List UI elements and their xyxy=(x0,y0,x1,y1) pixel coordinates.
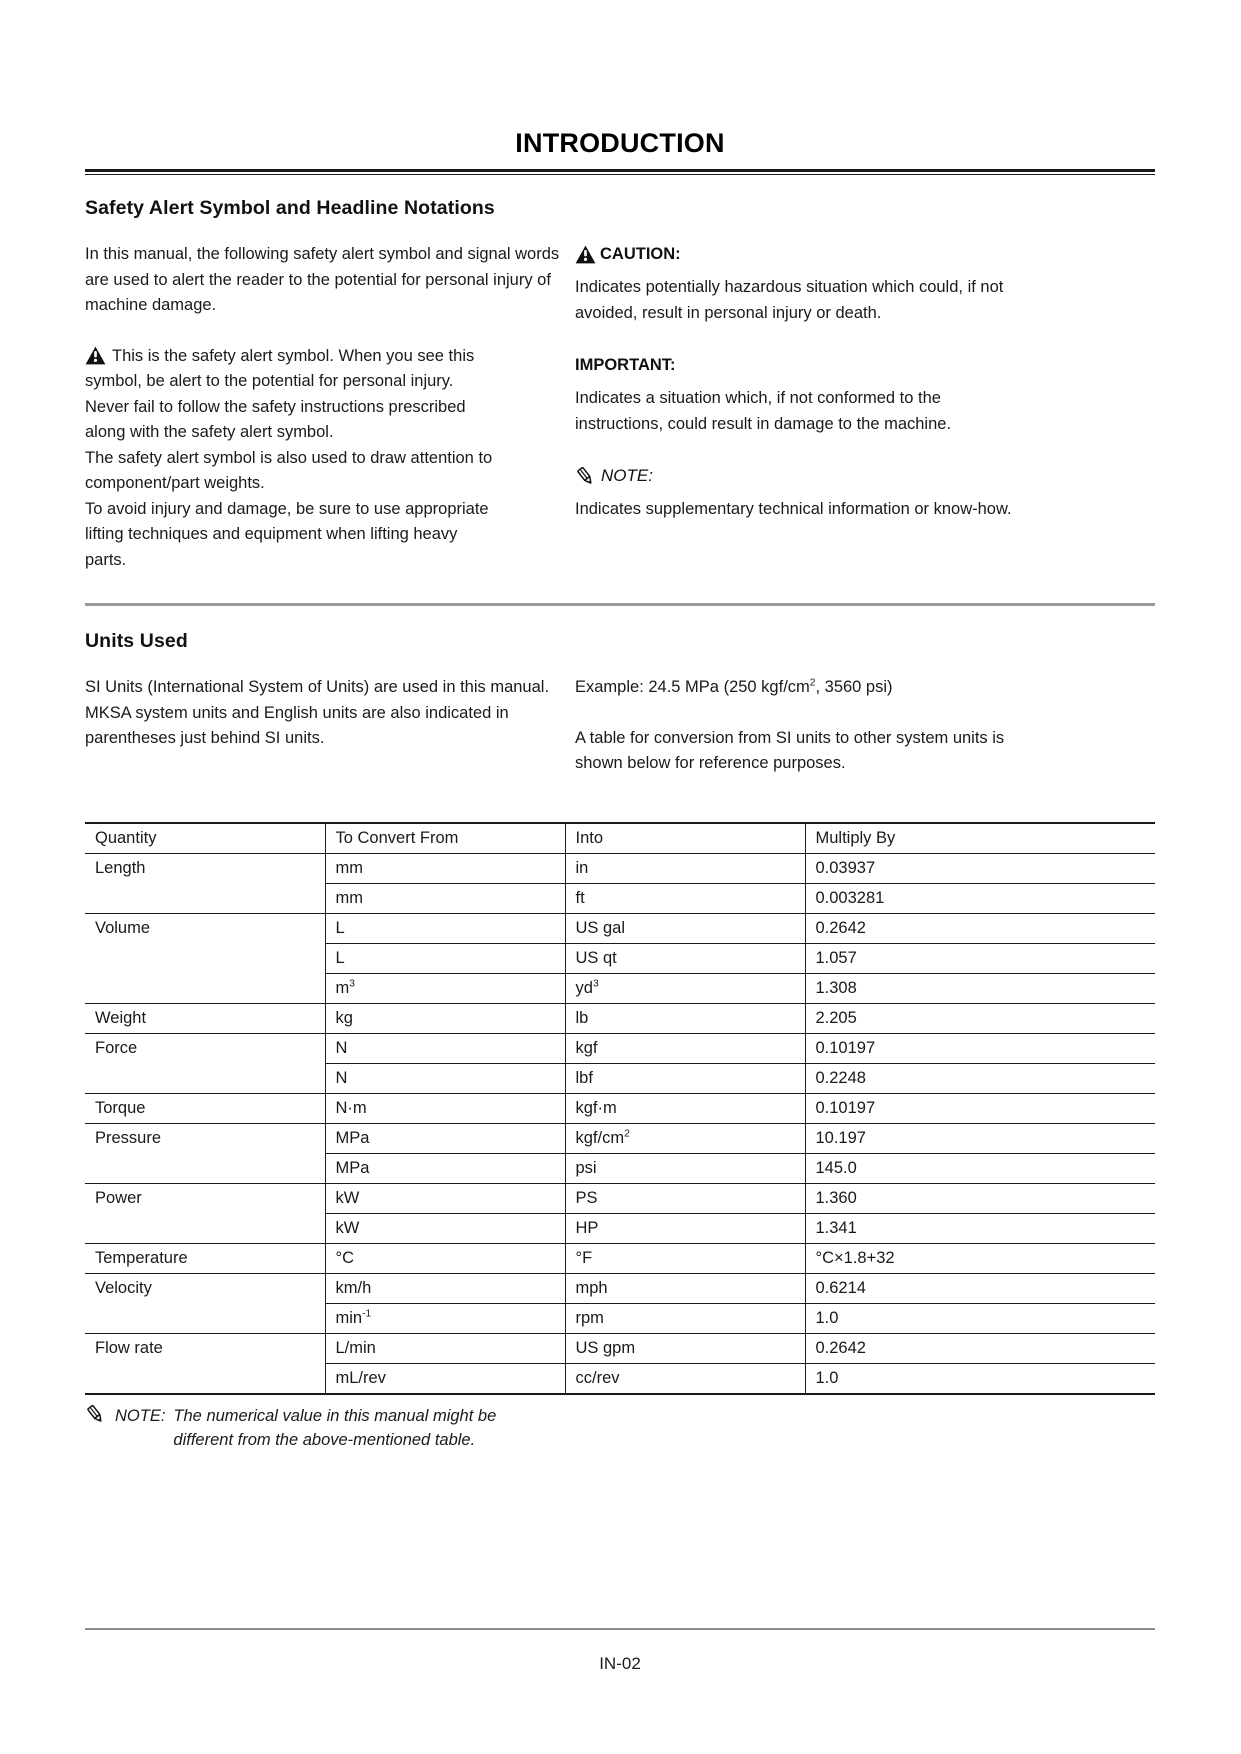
cell-convert-from: N xyxy=(325,1063,565,1093)
cell-multiply-by: 1.360 xyxy=(805,1183,1155,1213)
cell-convert-from-superscript: -1 xyxy=(362,1308,372,1319)
cell-convert-from: N xyxy=(325,1033,565,1063)
cell-multiply-by: 0.2248 xyxy=(805,1063,1155,1093)
cell-multiply-by: 0.2642 xyxy=(805,1333,1155,1363)
cell-quantity: Power xyxy=(85,1183,325,1213)
cell-convert-from: $m^3$ xyxy=(325,973,565,1003)
safety-symbol-line-4: along with the safety alert symbol. xyxy=(85,423,334,441)
cell-into: $yd^3$ xyxy=(565,973,805,1003)
units-section-heading: Units Used xyxy=(85,630,188,652)
table-bottom-rule xyxy=(85,1394,1155,1395)
conversion-table-body xyxy=(85,823,1155,1395)
cell-convert-from: mm xyxy=(325,883,565,913)
cell-into: cc/rev xyxy=(565,1363,805,1394)
table-row xyxy=(85,1153,1155,1183)
cell-quantity: Temperature xyxy=(85,1243,325,1273)
cell-convert-from: L xyxy=(325,943,565,973)
cell-convert-from: mm xyxy=(325,853,565,883)
units-right-paragraph: A table for conversion from SI units to other system units is shown below for reference purposes. xyxy=(575,728,1005,772)
units-right-column xyxy=(575,675,1155,777)
cell-quantity: Weight xyxy=(85,1003,325,1033)
cell-convert-from: km/h xyxy=(325,1273,565,1303)
page-content xyxy=(85,0,1155,1452)
cell-into: HP xyxy=(565,1213,805,1243)
cell-into: US qt xyxy=(565,943,805,973)
table-row xyxy=(85,1033,1155,1063)
table-row xyxy=(85,943,1155,973)
table-row xyxy=(85,1003,1155,1033)
table-row xyxy=(85,913,1155,943)
cell-convert-from: MPa xyxy=(325,1153,565,1183)
caution-heading xyxy=(575,242,1030,266)
column-header-quantity: Quantity xyxy=(85,823,325,854)
units-example-tail: , 3560 psi) xyxy=(815,678,893,696)
cell-convert-from: L/min xyxy=(325,1333,565,1363)
column-header-from: To Convert From xyxy=(325,823,565,854)
cell-multiply-by: 1.341 xyxy=(805,1213,1155,1243)
cell-multiply-by: 1.308 xyxy=(805,973,1155,1003)
cell-into-superscript: 3 xyxy=(592,978,599,989)
cell-quantity xyxy=(85,1303,325,1333)
pencil-icon xyxy=(575,466,597,487)
safety-right-column xyxy=(575,242,1155,573)
table-row xyxy=(85,1213,1155,1243)
cell-into: lb xyxy=(565,1003,805,1033)
safety-alert-triangle-icon xyxy=(575,245,596,264)
cell-quantity: Force xyxy=(85,1033,325,1063)
safety-two-column xyxy=(85,242,1155,573)
cell-multiply-by: 1.057 xyxy=(805,943,1155,973)
cell-into: psi xyxy=(565,1153,805,1183)
cell-multiply-by: 0.03937 xyxy=(805,853,1155,883)
cell-multiply-by: 1.0 xyxy=(805,1363,1155,1394)
cell-multiply-by: °C×1.8+32 xyxy=(805,1243,1155,1273)
cell-multiply-by: 0.2642 xyxy=(805,913,1155,943)
safety-symbol-line-2: symbol, be alert to the potential for personal injury. xyxy=(85,372,454,390)
table-row xyxy=(85,853,1155,883)
cell-convert-from-superscript: 3 xyxy=(349,978,355,989)
cell-quantity xyxy=(85,1363,325,1394)
cell-into: US gpm xyxy=(565,1333,805,1363)
cell-quantity: Flow rate xyxy=(85,1333,325,1363)
cell-convert-from: °C xyxy=(325,1243,565,1273)
units-left-paragraph: SI Units (International System of Units) are used in this manual. MKSA system units and English units are also indicated in parentheses just behind SI units. xyxy=(85,678,550,747)
table-row xyxy=(85,1063,1155,1093)
cell-convert-from: L xyxy=(325,913,565,943)
cell-convert-from: MPa xyxy=(325,1123,565,1153)
table-row xyxy=(85,1093,1155,1123)
cell-quantity: Velocity xyxy=(85,1273,325,1303)
cell-into: kgf·m xyxy=(565,1093,805,1123)
cell-quantity: Pressure xyxy=(85,1123,325,1153)
page-footer xyxy=(85,1628,1155,1674)
cell-convert-from: kW xyxy=(325,1183,565,1213)
safety-symbol-paragraph xyxy=(85,344,575,574)
table-row xyxy=(85,1123,1155,1153)
pencil-icon xyxy=(85,1404,107,1425)
table-header-row xyxy=(85,823,1155,854)
cell-quantity xyxy=(85,1213,325,1243)
cell-into: US gal xyxy=(565,913,805,943)
cell-convert-from: kg xyxy=(325,1003,565,1033)
units-example-label: Example: 24.5 MPa (250 kgf/cm xyxy=(575,678,810,696)
cell-quantity xyxy=(85,973,325,1003)
cell-multiply-by: 0.10197 xyxy=(805,1033,1155,1063)
safety-symbol-line-8: lifting techniques and equipment when lifting heavy xyxy=(85,525,458,543)
safety-symbol-line-6: component/part weights. xyxy=(85,474,265,492)
cell-multiply-by: 0.003281 xyxy=(805,883,1155,913)
cell-convert-from: N·m xyxy=(325,1093,565,1123)
cell-quantity xyxy=(85,943,325,973)
cell-into: PS xyxy=(565,1183,805,1213)
table-note-text: The numerical value in this manual might be different from the above-mentioned table. xyxy=(173,1406,497,1449)
table-row xyxy=(85,1273,1155,1303)
table-row xyxy=(85,1243,1155,1273)
cell-quantity xyxy=(85,1153,325,1183)
safety-alert-triangle-icon xyxy=(85,346,106,365)
cell-quantity: Volume xyxy=(85,913,325,943)
cell-into: ft xyxy=(565,883,805,913)
footer-rule xyxy=(85,1628,1155,1630)
important-heading xyxy=(575,353,1030,377)
cell-quantity: Torque xyxy=(85,1093,325,1123)
cell-convert-from: $\min^{-1}$ xyxy=(325,1303,565,1333)
cell-into: lbf xyxy=(565,1063,805,1093)
column-header-into: Into xyxy=(565,823,805,854)
cell-quantity xyxy=(85,883,325,913)
safety-section-heading: Safety Alert Symbol and Headline Notations xyxy=(85,197,495,219)
conversion-table xyxy=(85,822,1155,1395)
column-header-multiply: Multiply By xyxy=(805,823,1155,854)
cell-multiply-by: 145.0 xyxy=(805,1153,1155,1183)
table-bottom-rule-cell xyxy=(805,1394,1155,1395)
caution-text: Indicates potentially hazardous situation which could, if not avoided, result in personal injury or death. xyxy=(575,278,1004,322)
page-title: INTRODUCTION xyxy=(515,128,725,158)
table-row xyxy=(85,973,1155,1003)
safety-symbol-text: This is the safety alert symbol. When you see this xyxy=(112,346,475,365)
cell-quantity: Length xyxy=(85,853,325,883)
cell-into: kgf/$cm^2$ xyxy=(565,1123,805,1153)
footer-page-number: IN-02 xyxy=(599,1654,641,1673)
table-row xyxy=(85,1333,1155,1363)
table-row xyxy=(85,1363,1155,1394)
safety-left-column xyxy=(85,242,575,573)
table-row xyxy=(85,883,1155,913)
table-bottom-rule-cell xyxy=(85,1394,325,1395)
safety-intro-paragraph: In this manual, the following safety alert symbol and signal words are used to alert the reader to the potential for personal injury of machine damage. xyxy=(85,245,560,314)
safety-symbol-line-3: Never fail to follow the safety instructions prescribed xyxy=(85,397,466,416)
cell-into: °F xyxy=(565,1243,805,1273)
cell-multiply-by: 0.10197 xyxy=(805,1093,1155,1123)
note-label: NOTE: xyxy=(601,466,653,485)
table-note-label: NOTE: xyxy=(115,1406,166,1425)
cell-multiply-by: 1.0 xyxy=(805,1303,1155,1333)
table-bottom-rule-cell xyxy=(565,1394,805,1395)
table-row xyxy=(85,1303,1155,1333)
units-example-superscript: 2 xyxy=(809,677,816,689)
table-row xyxy=(85,1183,1155,1213)
units-example xyxy=(575,675,1030,701)
table-bottom-rule-cell xyxy=(325,1394,565,1395)
units-left-column xyxy=(85,675,575,777)
safety-symbol-line-7: To avoid injury and damage, be sure to use appropriate xyxy=(85,499,489,518)
note-heading xyxy=(575,464,1030,488)
cell-into: mph xyxy=(565,1273,805,1303)
table-note xyxy=(85,1404,1155,1452)
safety-symbol-line-5: The safety alert symbol is also used to draw attention to xyxy=(85,448,493,467)
note-text: Indicates supplementary technical information or know-how. xyxy=(575,500,1012,518)
cell-quantity xyxy=(85,1063,325,1093)
cell-multiply-by: 10.197 xyxy=(805,1123,1155,1153)
cell-convert-from: mL/rev xyxy=(325,1363,565,1394)
cell-into-superscript: 2 xyxy=(624,1128,630,1139)
cell-convert-from: kW xyxy=(325,1213,565,1243)
safety-symbol-line-9: parts. xyxy=(85,550,127,569)
cell-into: in xyxy=(565,853,805,883)
cell-multiply-by: 2.205 xyxy=(805,1003,1155,1033)
cell-into: kgf xyxy=(565,1033,805,1063)
units-two-column xyxy=(85,675,1155,777)
important-label: IMPORTANT: xyxy=(575,356,676,374)
caution-label: CAUTION: xyxy=(600,245,681,263)
important-text: Indicates a situation which, if not conformed to the instructions, could result in damage to the machine. xyxy=(575,389,952,433)
cell-multiply-by: 0.6214 xyxy=(805,1273,1155,1303)
cell-into: rpm xyxy=(565,1303,805,1333)
